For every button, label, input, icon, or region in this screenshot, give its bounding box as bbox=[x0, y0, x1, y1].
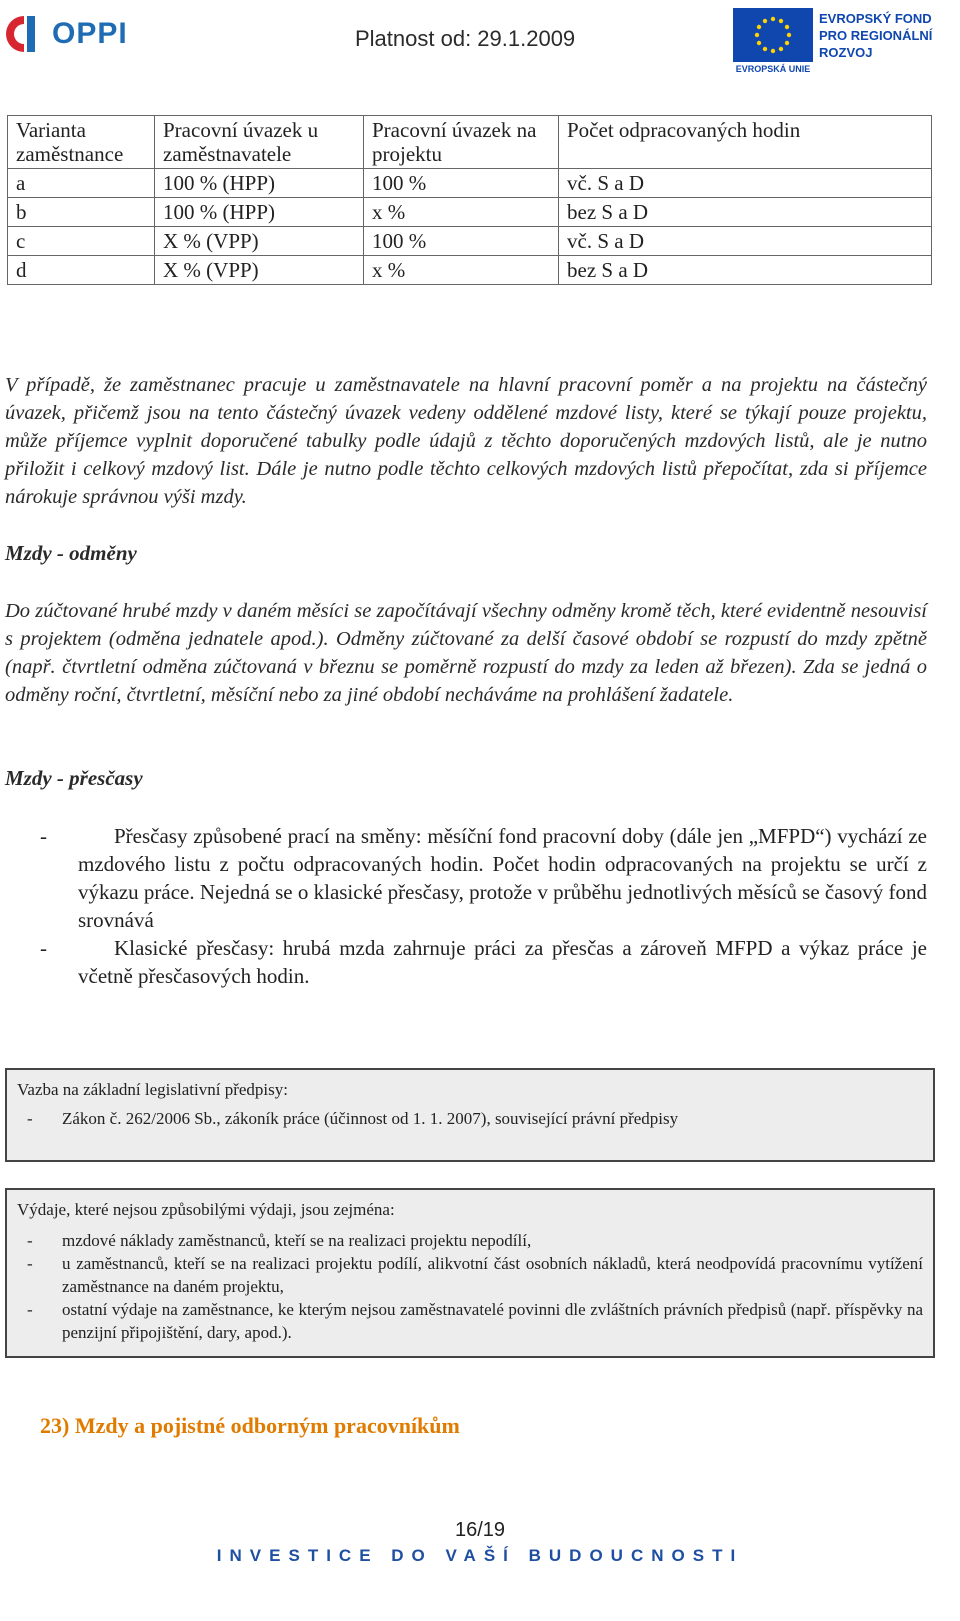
table-header-row bbox=[8, 116, 932, 169]
list-item bbox=[17, 1229, 923, 1252]
table-cell: vč. S a D bbox=[559, 227, 932, 256]
table-cell: x % bbox=[364, 256, 559, 285]
table-cell: bez S a D bbox=[559, 256, 932, 285]
box-title: Vazba na základní legislativní předpisy: bbox=[17, 1080, 288, 1099]
table-cell: 100 % (HPP) bbox=[155, 198, 364, 227]
ineligible-expenses-box bbox=[5, 1188, 935, 1358]
table-header-cell: Pracovní úvazek u zaměstnavatele bbox=[155, 116, 364, 169]
table-row bbox=[8, 169, 932, 198]
table-cell: x % bbox=[364, 198, 559, 227]
legislation-box bbox=[5, 1068, 935, 1162]
paragraph-part-time: V případě, že zaměstnanec pracuje u zaměstnavatele na hlavní pracovní poměr a na projektu na částečný úvazek, přičemž jsou na tento částečný úvazek vedeny oddělené mzdové listy, které se týkají pouze projektu, může příjemce vyplnit doporučené tabulky podle údajů z těchto doporučených mzdových listů, ale je nutno přiložit i celkový mzdový list. Dále je nutno podle těchto celkových mzdových listů přepočítat, zda si příjemce nárokuje správnou výši mzdy. bbox=[5, 374, 927, 508]
list-item bbox=[17, 1107, 923, 1130]
eu-fund-logo bbox=[733, 8, 955, 72]
list-item-text: Zákon č. 262/2006 Sb., zákoník práce (účinnost od 1. 1. 2007), související právní předpisy bbox=[62, 1109, 679, 1128]
list-item bbox=[17, 1252, 923, 1298]
dash-bullet: - bbox=[27, 1231, 33, 1250]
heading-odmeny: Mzdy - odměny bbox=[5, 541, 137, 565]
list-item bbox=[5, 934, 927, 990]
table-row bbox=[8, 198, 932, 227]
table-cell: X % (VPP) bbox=[155, 227, 364, 256]
eu-label: EVROPSKÁ UNIE bbox=[735, 64, 811, 74]
dash-bullet: - bbox=[27, 1254, 33, 1273]
dash-bullet: - bbox=[27, 1300, 33, 1319]
box-title: Výdaje, které nejsou způsobilými výdaji, jsou zejména: bbox=[17, 1200, 395, 1219]
overtime-list bbox=[5, 822, 927, 990]
table-header-cell: Varianta zaměstnance bbox=[8, 116, 155, 169]
table-cell: b bbox=[8, 198, 155, 227]
list-item-text: Přesčasy způsobené prací na směny: měsíční fond pracovní doby (dále jen „MFPD“) vychází ze mzdového listu z počtu odpracovaných hodin. Počet hodin odpracovaných na projektu se určí z výkazu práce. Nejedná se o klasické přesčasy, protože v průběhu jednotlivých měsíců se časový fond srovnává bbox=[78, 824, 927, 932]
table-row bbox=[8, 256, 932, 285]
table-header-cell: Počet odpracovaných hodin bbox=[559, 116, 932, 169]
list-item bbox=[5, 822, 927, 934]
dash-bullet: - bbox=[40, 936, 47, 960]
fund-name: EVROPSKÝ FOND PRO REGIONÁLNÍ ROZVOJ bbox=[819, 11, 933, 60]
list-item-text: Klasické přesčasy: hrubá mzda zahrnuje práci za přesčas a zároveň MFPD a výkaz práce je včetně přesčasových hodin. bbox=[78, 936, 927, 988]
eu-flag-icon bbox=[733, 8, 813, 62]
table-cell: 100 % bbox=[364, 169, 559, 198]
page-number: 16/19 bbox=[454, 1519, 506, 1541]
list-item bbox=[17, 1298, 923, 1344]
list-item-text: ostatní výdaje na zaměstnance, ke kterým nejsou zaměstnavatelé povinni dle zvláštních právních předpisů (např. příspěvky na penzijní připojištění, dary, apod.). bbox=[62, 1300, 923, 1342]
dash-bullet: - bbox=[40, 824, 47, 848]
table-cell: a bbox=[8, 169, 155, 198]
footer-slogan: INVESTICE DO VAŠÍ BUDOUCNOSTI bbox=[216, 1546, 744, 1565]
table-cell: vč. S a D bbox=[559, 169, 932, 198]
table-cell: bez S a D bbox=[559, 198, 932, 227]
table-cell: 100 % bbox=[364, 227, 559, 256]
table-cell: c bbox=[8, 227, 155, 256]
table-cell: d bbox=[8, 256, 155, 285]
oppi-logo-icon bbox=[2, 12, 46, 56]
list-item-text: u zaměstnanců, kteří se na realizaci projektu podílí, alikvotní část osobních nákladů, která neodpovídá pracovnímu vytížení zaměstnance na daném projektu, bbox=[62, 1254, 923, 1296]
oppi-logo bbox=[2, 12, 128, 56]
list-item-text: mzdové náklady zaměstnanců, kteří se na realizaci projektu nepodílí, bbox=[62, 1231, 532, 1250]
table-row bbox=[8, 227, 932, 256]
dash-bullet: - bbox=[27, 1109, 33, 1128]
table-cell: X % (VPP) bbox=[155, 256, 364, 285]
page-header bbox=[0, 0, 960, 90]
heading-prescasy: Mzdy - přesčasy bbox=[5, 766, 143, 790]
table-header-cell: Pracovní úvazek na projektu bbox=[364, 116, 559, 169]
table-cell: 100 % (HPP) bbox=[155, 169, 364, 198]
validity-date: Platnost od: 29.1.2009 bbox=[355, 26, 576, 51]
paragraph-odmeny: Do zúčtované hrubé mzdy v daném měsíci se započítávají všechny odměny kromě těch, které evidentně nesouvisí s projektem (odměna jednatele apod.). Odměny zúčtované za delší časové období se rozpustí do mzdy zpětně (např. čtvrtletní odměna zúčtovaná v březnu se poměrně rozpustí do mzdy za leden až březen). Zda se jedná o odměny roční, čtvrtletní, měsíční nebo za jiné období necháváme na prohlášení žadatele. bbox=[5, 600, 927, 706]
oppi-logo-text: OPPI bbox=[52, 17, 128, 50]
section-title: 23) Mzdy a pojistné odborným pracovníkům bbox=[40, 1413, 460, 1438]
employee-variant-table bbox=[7, 115, 932, 285]
